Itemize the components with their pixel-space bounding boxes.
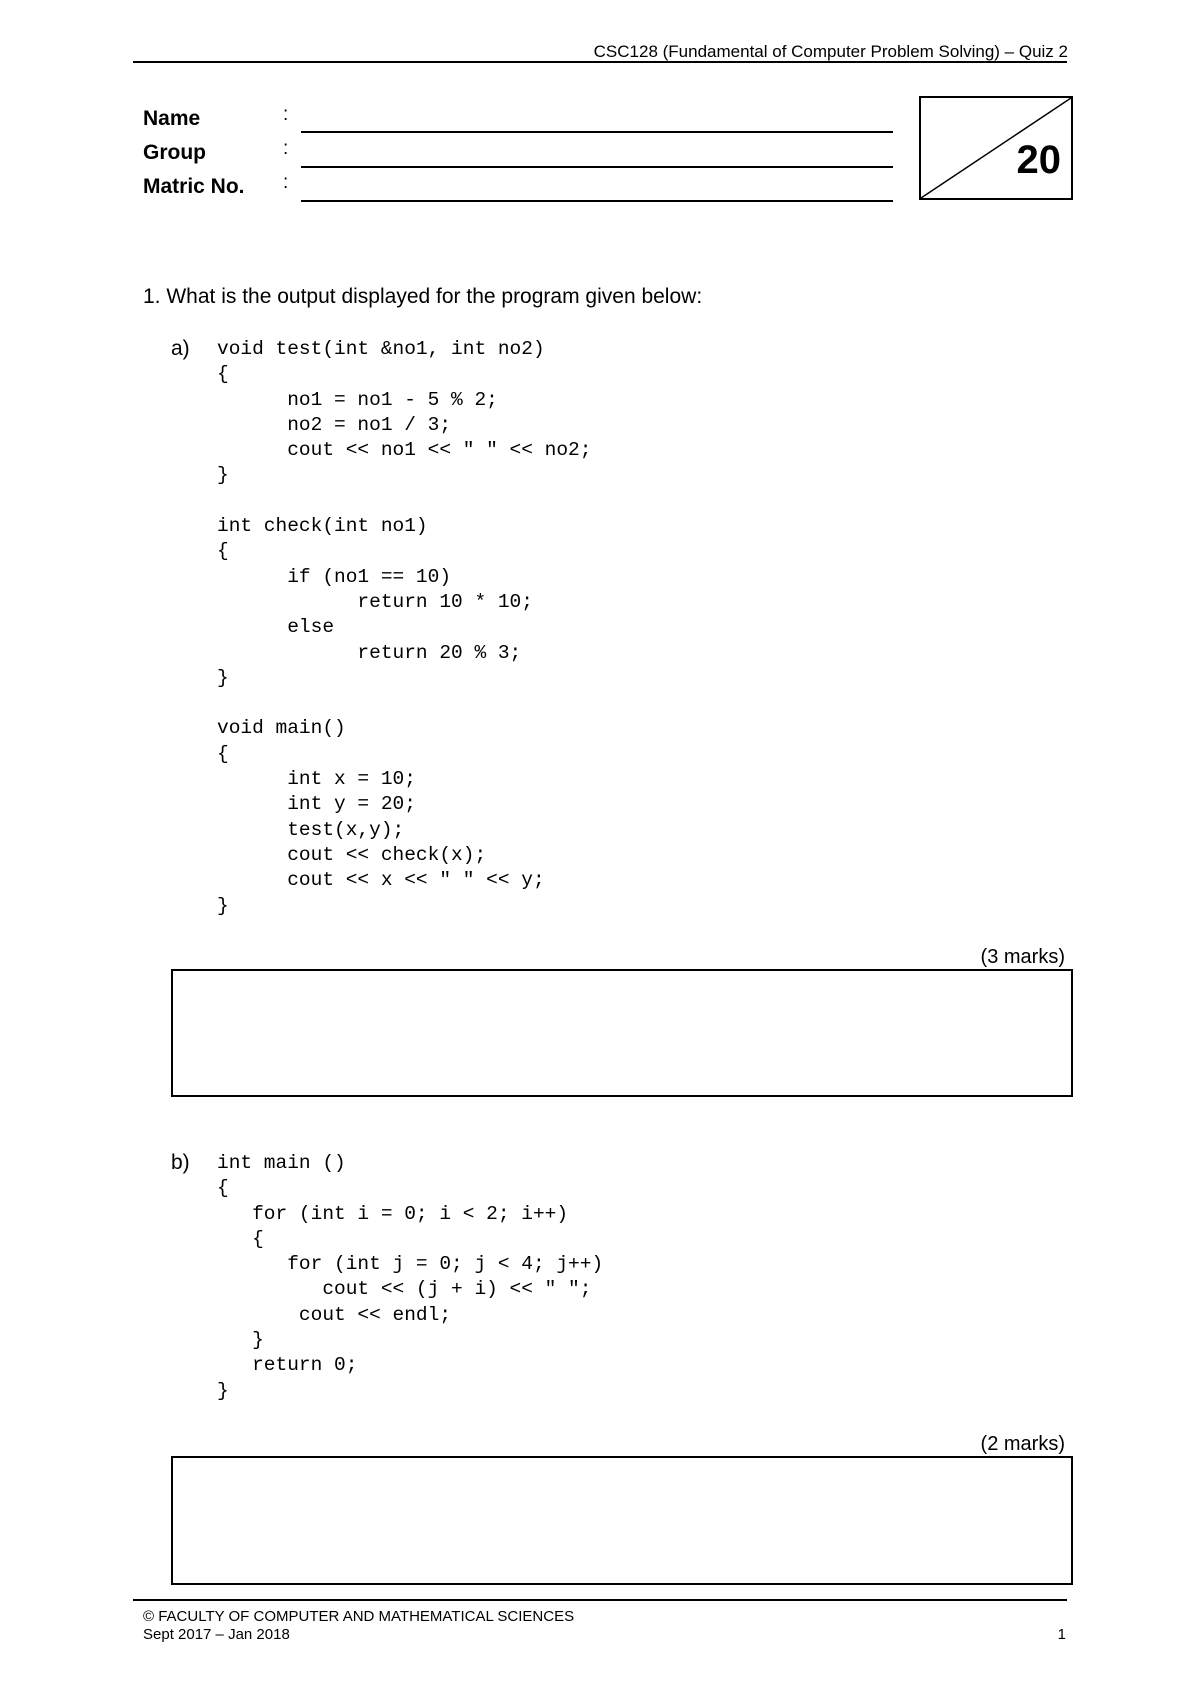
question-number: 1.	[143, 285, 161, 308]
part-b-answer-box[interactable]	[171, 1456, 1073, 1585]
total-marks: 20	[1016, 138, 1061, 182]
group-colon: :	[283, 138, 289, 159]
matric-no-label: Matric No.	[143, 175, 245, 198]
part-a-answer-box[interactable]	[171, 969, 1073, 1097]
part-b-code: int main () { for (int i = 0; i < 2; i++) { for (int j = 0; j < 4; j++) cout << (j + i) << " "; cout << endl; } return 0; }	[217, 1152, 604, 1402]
score-box	[919, 96, 1073, 200]
part-b-label: b)	[171, 1151, 190, 1174]
question-1	[143, 285, 702, 309]
matric-no-colon: :	[283, 172, 289, 193]
footer-divider	[133, 1599, 1067, 1601]
part-a-label: a)	[171, 337, 190, 360]
name-colon: :	[283, 104, 289, 125]
header-divider	[133, 61, 1067, 63]
footer-copyright: © FACULTY OF COMPUTER AND MATHEMATICAL SCIENCES	[143, 1608, 575, 1625]
part-a-marks: (3 marks)	[980, 946, 1065, 968]
page-number: 1	[1057, 1626, 1066, 1643]
footer-semester: Sept 2017 – Jan 2018	[143, 1626, 290, 1643]
document-header-title: CSC128 (Fundamental of Computer Problem Solving) – Quiz 2	[593, 42, 1068, 61]
name-label: Name	[143, 107, 201, 130]
matric-no-field[interactable]	[301, 200, 893, 202]
part-a-code: void test(int &no1, int no2) { no1 = no1 - 5 % 2; no2 = no1 / 3; cout << no1 << " " << no2; } int check(int no1) { if (no1 == 10) return 10 * 10; else return 20 % 3; } void main() { int x = 10; int y = 20; test(x,y); cout << check(x); cout << x << " " << y; }	[217, 338, 592, 917]
group-label: Group	[143, 141, 206, 164]
group-field[interactable]	[301, 166, 893, 168]
part-b-marks: (2 marks)	[980, 1433, 1065, 1455]
question-text: What is the output displayed for the program given below:	[166, 285, 703, 308]
name-field[interactable]	[301, 131, 893, 133]
